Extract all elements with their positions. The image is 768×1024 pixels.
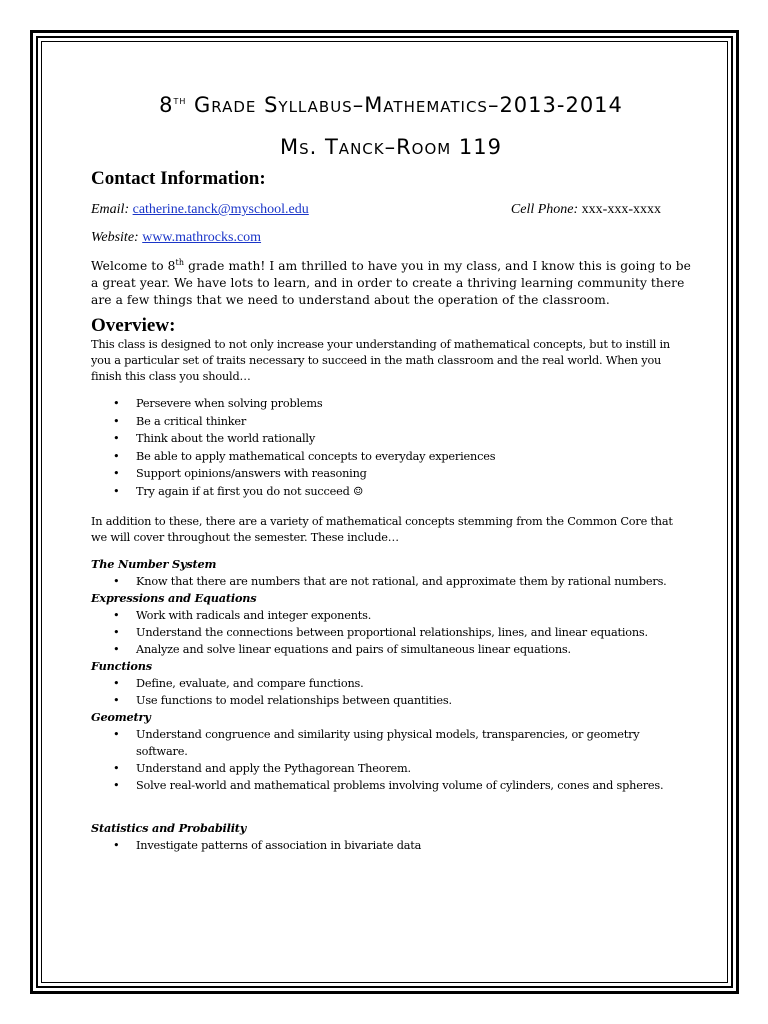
spacer [91, 794, 691, 820]
overview-heading: Overview: [91, 315, 176, 336]
list-item: • Investigate patterns of association in bivariate data [91, 837, 691, 854]
page-subtitle: Ms. Tanck–Room 119 [279, 135, 502, 159]
domain-heading-expressions: Expressions and Equations [91, 591, 257, 605]
list-item: • Solve real-world and mathematical problems involving volume of cylinders, cones and spheres. [91, 777, 691, 794]
list-item: • Be able to apply mathematical concepts to everyday experiences [91, 448, 691, 466]
domain-list-statistics [91, 837, 691, 854]
list-item: • Think about the world rationally [91, 430, 691, 448]
list-item: • Understand and apply the Pythagorean Theorem. [91, 760, 691, 777]
traits-list [91, 395, 691, 500]
list-item: • Use functions to model relationships between quantities. [91, 692, 691, 709]
phone-label: Cell Phone: [510, 202, 579, 217]
list-item: • Support opinions/answers with reasoning [91, 465, 691, 483]
domain-list-expressions [91, 607, 691, 658]
list-item: • Analyze and solve linear equations and pairs of simultaneous linear equations. [91, 641, 691, 658]
list-item: • Understand the connections between proportional relationships, lines, and linear equations. [91, 624, 691, 641]
domain-list-number-system [91, 573, 691, 590]
concepts-intro: In addition to these, there are a variety of mathematical concepts stemming from the Common Core that we will cover throughout the semester. These include… [91, 515, 673, 544]
domain-heading-number-system: The Number System [91, 557, 217, 571]
list-item: • Understand congruence and similarity using physical models, transparencies, or geometry software. [91, 726, 691, 760]
website-line [91, 230, 691, 246]
email-line [91, 202, 309, 218]
domain-heading-functions: Functions [91, 659, 152, 673]
list-item: • Persevere when solving problems [91, 395, 691, 413]
email-label: Email: [91, 202, 130, 217]
domain-heading-geometry: Geometry [91, 710, 151, 724]
email-link[interactable]: catherine.tanck@myschool.edu [132, 202, 309, 217]
domain-list-geometry [91, 726, 691, 794]
list-item: • Try again if at first you do not succeed ☺ [91, 483, 691, 501]
list-item: • Work with radicals and integer exponents. [91, 607, 691, 624]
phone-value: xxx-xxx-xxxx [581, 202, 661, 217]
page-title: 8th Grade Syllabus–Mathematics–2013-2014 [159, 93, 623, 117]
phone-line [511, 202, 661, 218]
overview-intro: This class is designed to not only increase your understanding of mathematical concepts, but to instill in you a particular set of traits necessary to succeed in the math classroom and the real world. When you finish this class you should… [91, 338, 671, 383]
domain-list-functions [91, 675, 691, 709]
contact-row [91, 202, 691, 218]
welcome-paragraph: Welcome to 8th grade math! I am thrilled to have you in my class, and I know this is going to be a great year. We have lots to learn, and in order to create a thriving learning community there are a few things that we need to understand about the operation of the classroom. [91, 257, 691, 307]
domain-heading-statistics: Statistics and Probability [91, 821, 247, 835]
list-item: • Define, evaluate, and compare functions. [91, 675, 691, 692]
document-body [91, 90, 691, 854]
list-item: • Be a critical thinker [91, 413, 691, 431]
website-label: Website: [91, 230, 139, 245]
website-link[interactable]: www.mathrocks.com [142, 230, 262, 245]
contact-heading: Contact Information: [91, 168, 266, 189]
list-item: • Know that there are numbers that are not rational, and approximate them by rational numbers. [91, 573, 691, 590]
